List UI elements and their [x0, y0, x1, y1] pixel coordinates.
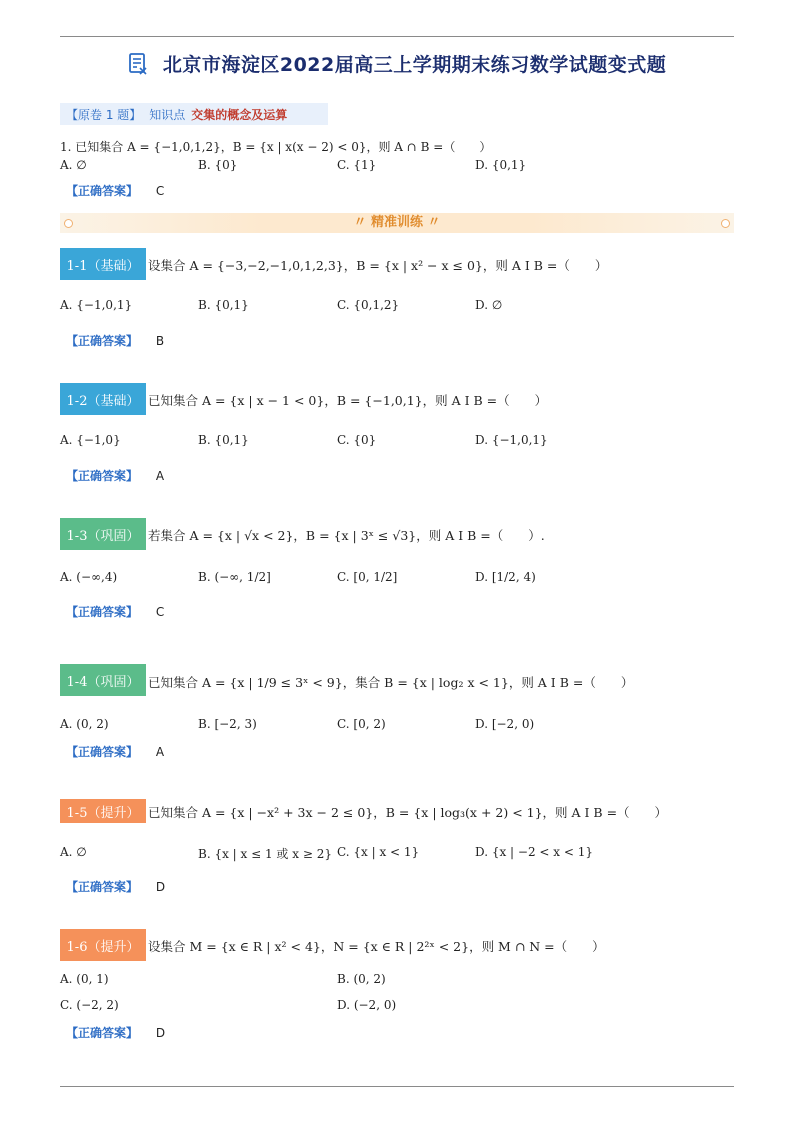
answer	[66, 467, 164, 484]
option-b: B. (0, 2)	[337, 972, 386, 986]
option-d: D. [1/2, 4)	[475, 570, 536, 584]
practice-banner	[60, 213, 734, 233]
page-title: 北京市海淀区2022届高三上学期期末练习数学试题变式题	[162, 54, 667, 76]
answer-value: B	[155, 334, 165, 348]
answer-label: 【正确答案】	[66, 605, 139, 619]
answer	[66, 1024, 165, 1041]
option-a: A. {−1,0}	[60, 433, 121, 447]
answer	[66, 603, 164, 620]
original-option-b: B. {0}	[198, 158, 238, 172]
option-b: B. {0,1}	[198, 298, 249, 312]
option-c: C. {0}	[337, 433, 377, 447]
option-a: A. (−∞,4)	[60, 570, 118, 584]
header	[0, 50, 794, 77]
option-a: A. ∅	[60, 845, 87, 859]
question-text: 已知集合 A = {x | 1/9 ≤ 3ˣ < 9}，集合 B = {x | log₂ x < 1}，则 A I B =（ ）	[148, 675, 634, 690]
answer-label: 【正确答案】	[66, 880, 139, 894]
question-text: 设集合 A = {−3,−2,−1,0,1,2,3}，B = {x | x² − x ≤ 0}，则 A I B =（ ）	[148, 258, 608, 273]
option-d: D. (−2, 0)	[337, 998, 397, 1012]
answer-value: D	[155, 1026, 166, 1040]
answer	[66, 743, 164, 760]
question-text: 设集合 M = {x ∈ R | x² < 4}，N = {x ∈ R | 2²ˣ < 2}，则 M ∩ N =（ ）	[148, 939, 605, 954]
option-c: C. [0, 1/2]	[337, 570, 398, 584]
document-icon	[128, 53, 148, 75]
knowledge-point-label: 知识点	[149, 107, 186, 122]
answer	[66, 878, 165, 895]
level-badge: 1-6（提升）	[60, 929, 146, 961]
original-question: 1. 已知集合 A = {−1,0,1,2}，B = {x | x(x − 2) < 0}，则 A ∩ B =（ ）	[60, 140, 492, 154]
question-text: 若集合 A = {x | √x < 2}，B = {x | 3ˣ ≤ √3}，则 A I B =（ ）.	[148, 528, 545, 543]
question-text: 已知集合 A = {x | −x² + 3x − 2 ≤ 0}，B = {x | log₃(x + 2) < 1}，则 A I B =（ ）	[148, 805, 668, 820]
level-badge: 1-3（巩固）	[60, 518, 146, 550]
answer-label: 【正确答案】	[66, 745, 139, 759]
original-number: 【原卷 1 题】	[66, 107, 142, 122]
knowledge-point: 交集的概念及运算	[191, 107, 288, 122]
answer	[66, 332, 164, 349]
answer-label: 【正确答案】	[66, 334, 139, 348]
option-c: C. {0,1,2}	[337, 298, 400, 312]
answer-value: D	[155, 880, 166, 894]
option-b: B. {x | x ≤ 1 或 x ≥ 2}	[198, 847, 332, 861]
option-d: D. {x | −2 < x < 1}	[475, 845, 593, 859]
option-a: A. (0, 2)	[60, 717, 109, 731]
original-answer	[66, 182, 164, 199]
option-a: A. {−1,0,1}	[60, 298, 133, 312]
option-c: C. {x | x < 1}	[337, 845, 420, 859]
option-b: B. [−2, 3)	[198, 717, 257, 731]
banner-title: 〃 精准训练 〃	[353, 215, 441, 230]
answer-label: 【正确答案】	[66, 469, 139, 483]
option-d: D. ∅	[475, 298, 503, 312]
level-badge: 1-1（基础）	[60, 248, 146, 280]
original-option-d: D. {0,1}	[475, 158, 527, 172]
answer-value: A	[155, 469, 165, 483]
level-badge: 1-2（基础）	[60, 383, 146, 415]
level-badge: 1-5（提升）	[60, 799, 146, 823]
answer-value: C	[155, 605, 165, 619]
level-badge: 1-4（巩固）	[60, 664, 146, 696]
bottom-rule	[60, 1086, 734, 1087]
question-text: 已知集合 A = {x | x − 1 < 0}，B = {−1,0,1}，则 A I B =（ ）	[148, 393, 548, 408]
option-a: A. (0, 1)	[60, 972, 109, 986]
option-b: B. {0,1}	[198, 433, 249, 447]
option-c: C. [0, 2)	[337, 717, 386, 731]
original-option-c: C. {1}	[337, 158, 377, 172]
answer-value: C	[155, 184, 165, 198]
option-d: D. {−1,0,1}	[475, 433, 548, 447]
answer-label: 【正确答案】	[66, 1026, 139, 1040]
original-option-a: A. ∅	[60, 158, 87, 172]
option-b: B. (−∞, 1/2]	[198, 570, 271, 584]
option-c: C. (−2, 2)	[60, 998, 119, 1012]
top-rule	[60, 36, 734, 37]
answer-value: A	[155, 745, 165, 759]
option-d: D. [−2, 0)	[475, 717, 535, 731]
answer-label: 【正确答案】	[66, 184, 139, 198]
original-question-tag	[60, 103, 328, 125]
